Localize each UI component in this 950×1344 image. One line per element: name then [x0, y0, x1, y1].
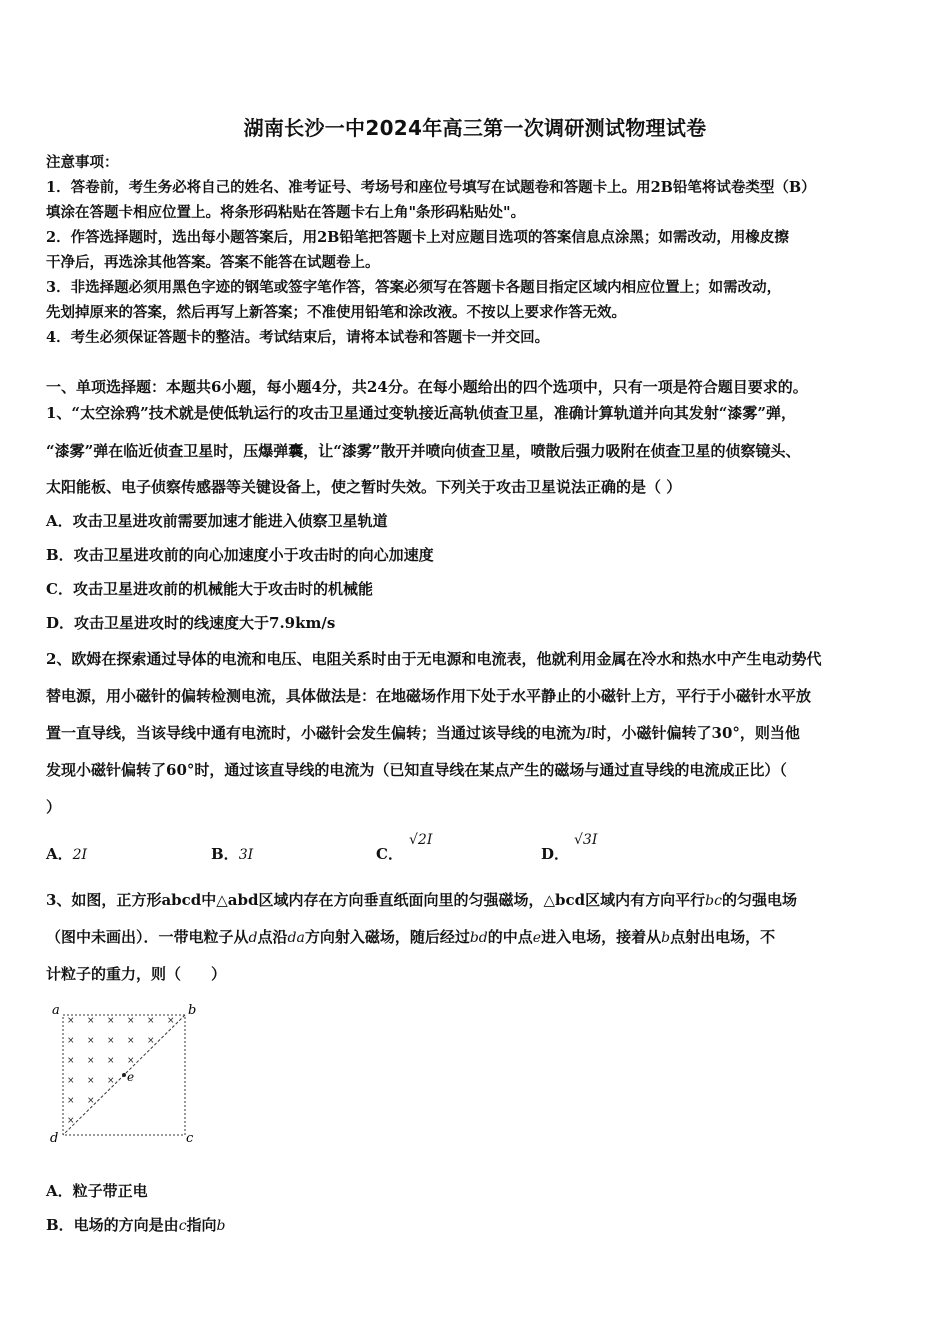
q1-option-a: A．攻击卫星进攻前需要加速才能进入侦察卫星轨道: [46, 512, 388, 530]
field-cross: ×: [87, 1056, 95, 1066]
notice-line: 干净后，再选涂其他答案。答案不能答在试题卷上。: [46, 254, 380, 271]
field-cross: ×: [107, 1076, 115, 1086]
q1-option-d: D．攻击卫星进攻时的线速度大于7.9km/s: [46, 614, 336, 632]
field-cross: ×: [147, 1016, 155, 1026]
label-e: e: [127, 1070, 135, 1084]
q3-text: B．电场的方向是由: [46, 1216, 179, 1234]
section-heading: 一、单项选择题：本题共6小题，每小题4分，共24分。在每小题给出的四个选项中，只有一项是符合题目要求的。: [46, 378, 808, 396]
q3-text: （图中未画出）．一带电粒子从: [46, 928, 249, 946]
q2-option-d-value: √3I: [574, 832, 598, 848]
q2-option-a-label: A．: [46, 845, 73, 863]
q3-text: 指向: [186, 1216, 217, 1234]
q3-stem-line: [46, 889, 797, 910]
q3-text: 点沿: [257, 928, 288, 946]
notice-heading: 注意事项：: [46, 154, 119, 171]
q2-text: 置一直导线，当该导线中通有电流时，小磁针会发生偏转；当通过该导线的电流为: [46, 724, 587, 742]
q2-option-a: [46, 843, 87, 864]
field-cross: ×: [67, 1016, 75, 1026]
q3-text: 点射出电场，不: [670, 928, 776, 946]
q1-option-b: B．攻击卫星进攻前的向心加速度小于攻击时的向心加速度: [46, 546, 434, 564]
q3-option-b: [46, 1214, 226, 1235]
q2-option-c-value: √2I: [409, 832, 433, 848]
q3-stem-line: 计粒子的重力，则（ ）: [46, 965, 227, 983]
field-cross: ×: [107, 1036, 115, 1046]
notice-line: 填涂在答题卡相应位置上。将条形码粘贴在答题卡右上角"条形码粘贴处"。: [46, 204, 526, 221]
q3-option-a: A．粒子带正电: [46, 1182, 148, 1200]
q2-option-b: [211, 843, 253, 864]
field-cross: ×: [147, 1036, 155, 1046]
q1-stem-line: “漆雾”弹在临近侦查卫星时，压爆弹囊，让“漆雾”散开并喷向侦查卫星，喷散后强力吸附在侦查卫星的侦察镜头、: [46, 442, 801, 460]
field-cross: ×: [67, 1036, 75, 1046]
magnetic-field-marks: [67, 1016, 175, 1126]
label-d: d: [50, 1131, 59, 1146]
notice-line: 1．答卷前，考生务必将自己的姓名、准考证号、考场号和座位号填写在试题卷和答题卡上。用2B铅笔将试卷类型（B）: [46, 179, 816, 196]
q2-option-d: [541, 843, 569, 864]
q2-option-c: [376, 843, 403, 864]
field-cross: ×: [127, 1056, 135, 1066]
q2-option-a-value: 2I: [72, 847, 88, 863]
q3-var: bc: [705, 893, 722, 909]
q1-option-c: C．攻击卫星进攻前的机械能大于攻击时的机械能: [46, 580, 373, 598]
q2-option-b-value: 3I: [238, 847, 254, 863]
q3-var: c: [178, 1218, 187, 1234]
field-cross: ×: [87, 1096, 95, 1106]
q3-var: e: [532, 930, 542, 946]
field-cross: ×: [127, 1036, 135, 1046]
q3-stem-line: [46, 926, 775, 947]
q3-diagram: [44, 998, 204, 1148]
q3-text: 进入电场，接着从: [541, 928, 662, 946]
field-cross: ×: [107, 1016, 115, 1026]
q2-text: 时，小磁针偏转了30°，则当他: [591, 724, 800, 742]
label-b: b: [188, 1003, 197, 1018]
q2-stem-line: 发现小磁针偏转了60°时，通过该直导线的电流为（已知直导线在某点产生的磁场与通过直导线的电流成正比）（: [46, 761, 787, 779]
q3-text: 3、如图，正方形abcd中△abd区域内存在方向垂直纸面向里的匀强磁场，△bcd区域内有方向平行: [46, 891, 706, 909]
field-cross: ×: [67, 1056, 75, 1066]
q2-option-c-label: C．: [376, 845, 403, 863]
field-cross: ×: [87, 1076, 95, 1086]
q3-var: d: [248, 930, 258, 946]
q2-current-symbol: I: [586, 726, 592, 742]
label-a: a: [52, 1003, 60, 1018]
field-cross: ×: [67, 1076, 75, 1086]
field-cross: ×: [67, 1116, 75, 1126]
q3-var: b: [661, 930, 671, 946]
notice-line: 3．非选择题必须用黑色字迹的钢笔或签字笔作答，答案必须写在答题卡各题目指定区域内相应位置上；如需改动，: [46, 279, 782, 296]
notice-line: 2．作答选择题时，选出每小题答案后，用2B铅笔把答题卡上对应题目选项的答案信息点涂黑；如需改动，用橡皮擦: [46, 229, 789, 246]
notice-line: 4．考生必须保证答题卡的整洁。考试结束后，请将本试卷和答题卡一并交回。: [46, 329, 550, 346]
q2-stem-line: 替电源，用小磁针的偏转检测电流，具体做法是：在地磁场作用下处于水平静止的小磁针上方，平行于小磁针水平放: [46, 687, 812, 705]
q3-var: b: [216, 1218, 226, 1234]
q3-var: da: [287, 930, 305, 946]
q2-stem-line: [46, 722, 800, 743]
field-cross: ×: [87, 1016, 95, 1026]
q3-text: 方向射入磁场，随后经过: [304, 928, 470, 946]
point-e: [122, 1073, 126, 1077]
label-c: c: [186, 1131, 194, 1146]
field-cross: ×: [87, 1036, 95, 1046]
q2-stem-line: ）: [46, 798, 62, 816]
q1-stem-line: 1、“太空涂鸦”技术就是使低轨运行的攻击卫星通过变轨接近高轨侦查卫星，准确计算轨道并向其发射“漆雾”弹，: [46, 404, 796, 422]
q3-text: 的中点: [487, 928, 533, 946]
field-cross: ×: [67, 1096, 75, 1106]
q2-stem-line: 2、欧姆在探索通过导体的电流和电压、电阻关系时由于无电源和电流表，他就利用金属在冷水和热水中产生电动势代: [46, 650, 822, 668]
notice-line: 先划掉原来的答案，然后再写上新答案；不准使用铅笔和涂改液。不按以上要求作答无效。: [46, 304, 626, 321]
q3-var: bd: [469, 930, 488, 946]
q3-text: 的匀强电场: [721, 891, 797, 909]
field-cross: ×: [107, 1056, 115, 1066]
field-cross: ×: [167, 1016, 175, 1026]
page-title: 湖南长沙一中2024年高三第一次调研测试物理试卷: [243, 116, 707, 140]
field-cross: ×: [127, 1016, 135, 1026]
q2-option-d-label: D．: [541, 845, 570, 863]
q2-option-b-label: B．: [211, 845, 239, 863]
notice-block: [46, 150, 911, 350]
q1-stem-line: 太阳能板、电子侦察传感器等关键设备上，使之暂时失效。下列关于攻击卫星说法正确的是（ ）: [46, 478, 682, 496]
